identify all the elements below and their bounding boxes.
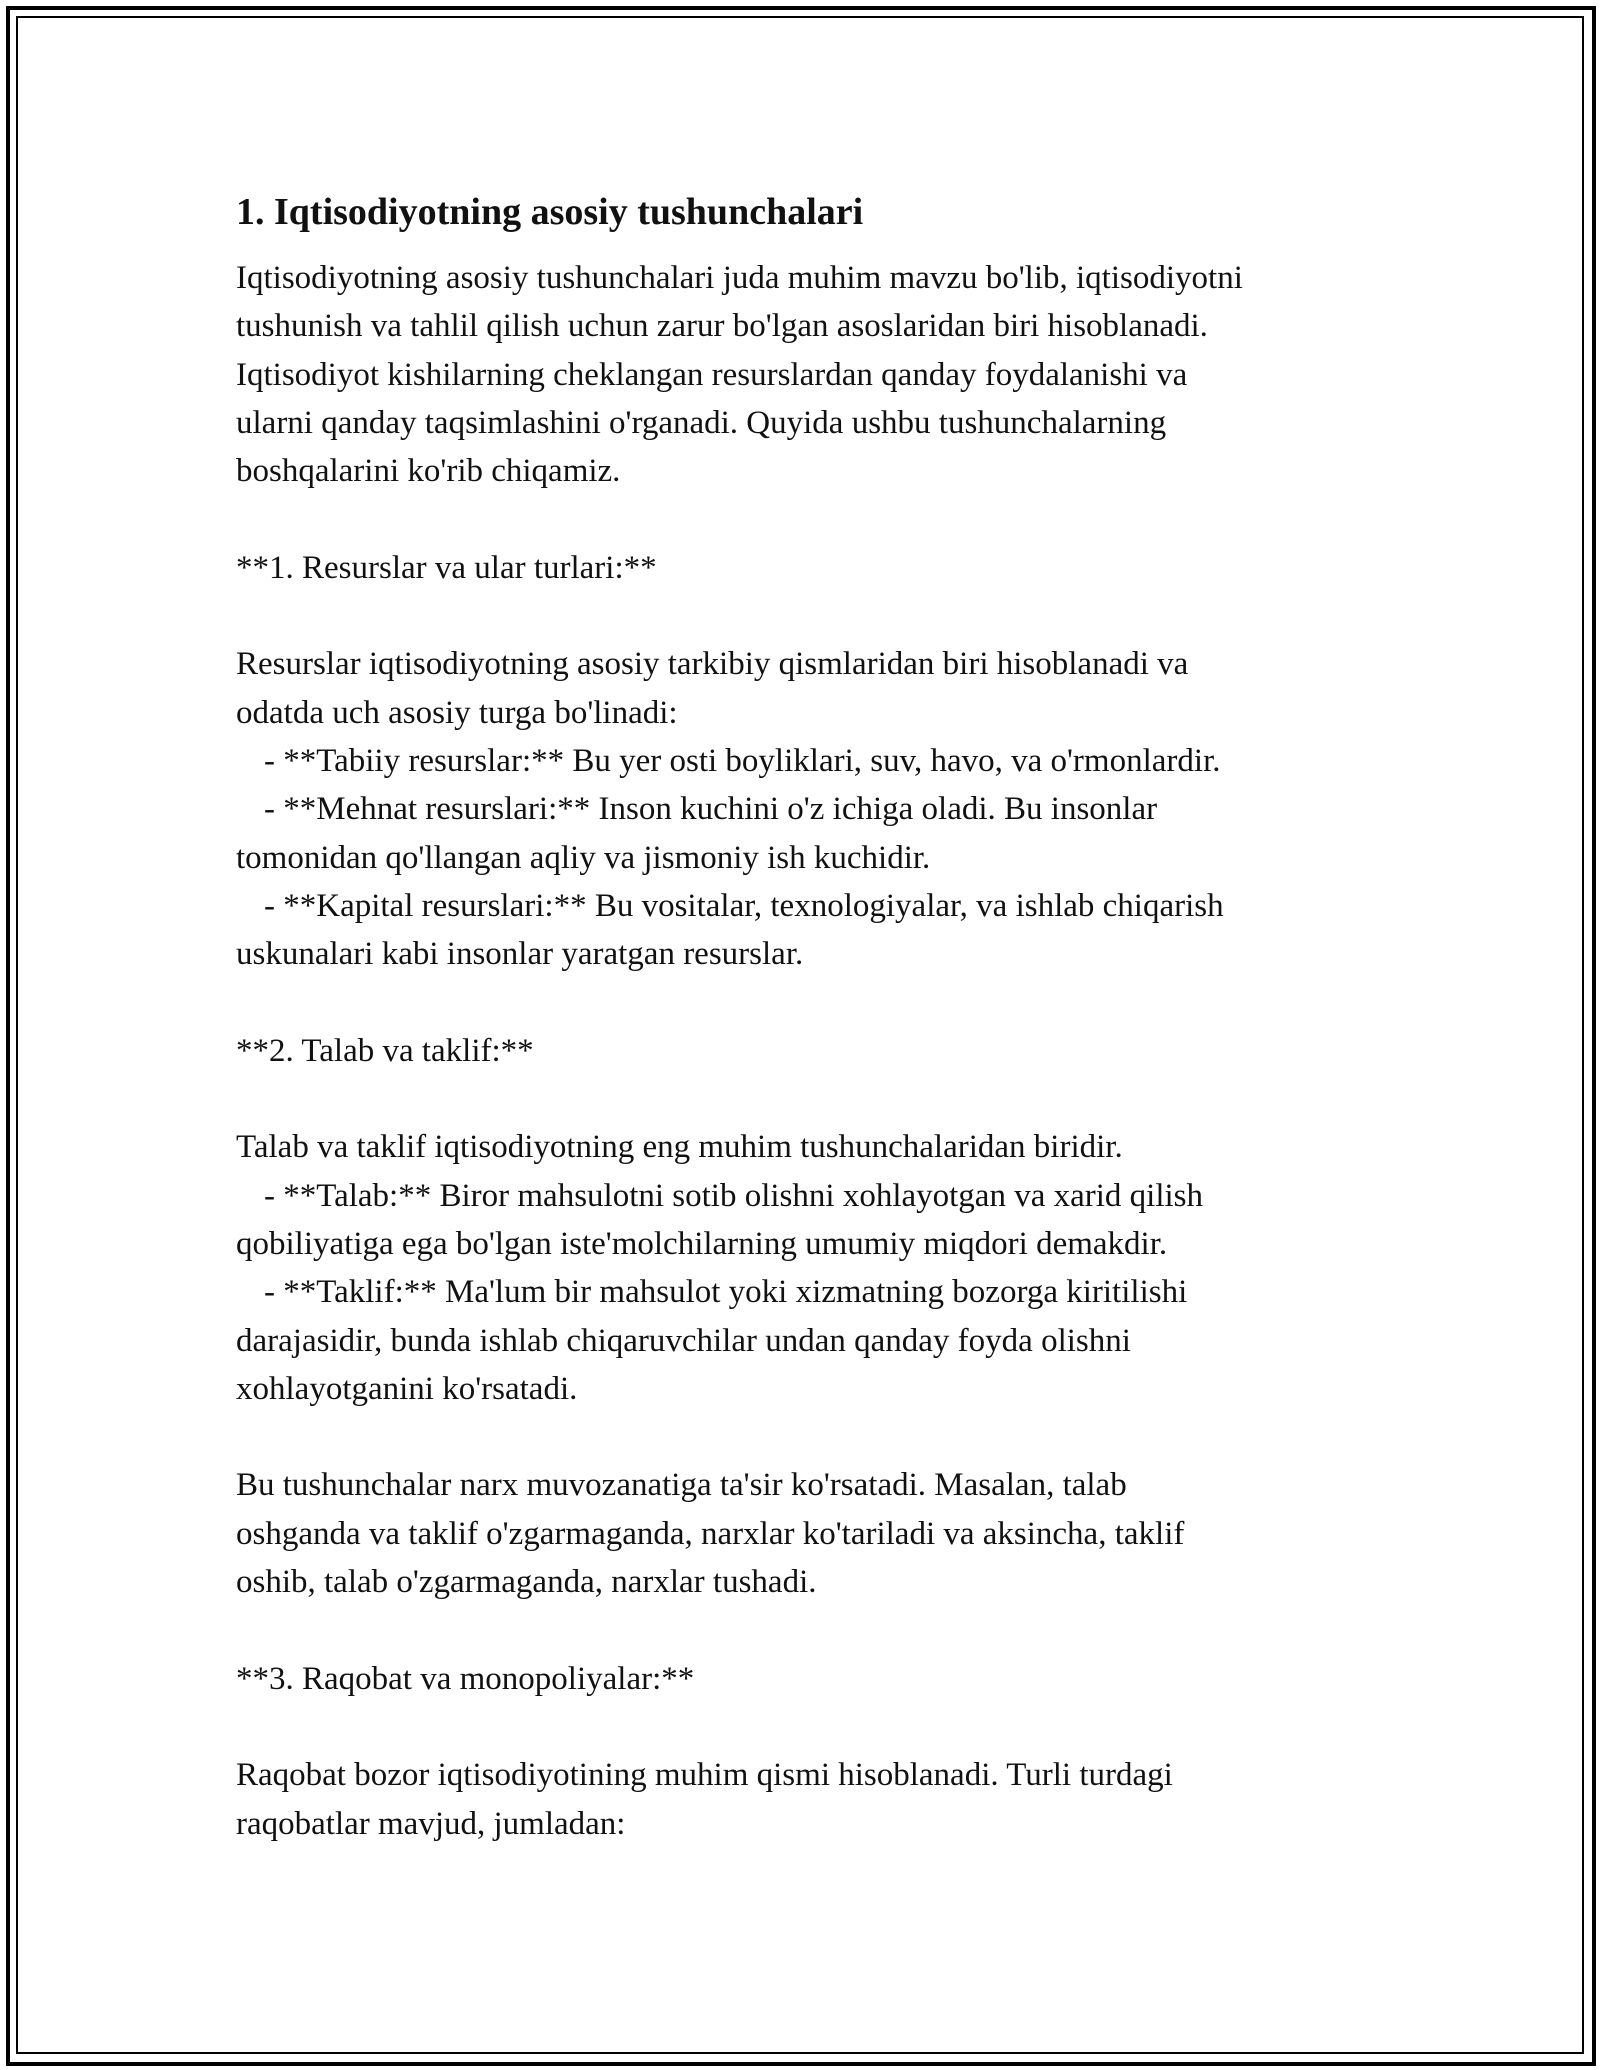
body-line: darajasidir, bunda ishlab chiqaruvchilar undan qanday foyda olishni [236, 1322, 1131, 1359]
list-item: - **Kapital resurslari:** Bu vositalar, texnologiyalar, va ishlab chiqarish [264, 887, 1224, 924]
spacer [236, 1703, 1366, 1751]
body-line: xohlayotganini ko'rsatadi. [236, 1370, 578, 1407]
body-line: tomonidan qo'llangan aqliy va jismoniy ish kuchidir. [236, 839, 931, 876]
list-item: - **Taklif:** Ma'lum bir mahsulot yoki xizmatning bozorga kiritilishi [264, 1274, 1188, 1311]
body-line: uskunalari kabi insonlar yaratgan resurslar. [236, 936, 804, 973]
intro-line: Iqtisodiyotning asosiy tushunchalari juda muhim mavzu bo'lib, iqtisodiyotni [236, 260, 1243, 296]
body-line: oshganda va taklif o'zgarmaganda, narxlar ko'tariladi va aksincha, taklif [236, 1515, 1185, 1552]
section-title: **3. Raqobat va monopoliyalar:** [236, 1660, 695, 1697]
body-line: Raqobat bozor iqtisodiyotining muhim qismi hisoblanadi. Turli turdagi [236, 1757, 1173, 1794]
body-line: Talab va taklif iqtisodiyotning eng muhim tushunchalaridan biridir. [236, 1129, 1123, 1166]
spacer [236, 978, 1366, 1026]
spacer [236, 1413, 1366, 1461]
intro-line: boshqalarini ko'rib chiqamiz. [236, 453, 621, 490]
section-title: **1. Resurslar va ular turlari:** [236, 549, 657, 586]
document-heading: 1. Iqtisodiyotning asosiy tushunchalari [236, 191, 864, 233]
body-line: odatda uch asosiy turga bo'linadi: [236, 694, 678, 731]
body-line: Resurslar iqtisodiyotning asosiy tarkibiy qismlaridan biri hisoblanadi va [236, 646, 1189, 683]
list-item: - **Tabiiy resurslar:** Bu yer osti boyliklari, suv, havo, va o'rmonlardir. [264, 742, 1221, 779]
document-body [236, 188, 1366, 1848]
body-line: qobiliyatiga ega bo'lgan iste'molchilarning umumiy miqdori demakdir. [236, 1225, 1168, 1262]
intro-line: Iqtisodiyot kishilarning cheklangan resurslardan qanday foydalanishi va [236, 356, 1188, 393]
list-item: - **Mehnat resurslari:** Inson kuchini o'z ichiga oladi. Bu insonlar [264, 791, 1158, 828]
section-title: **2. Talab va taklif:** [236, 1032, 534, 1069]
body-line: raqobatlar mavjud, jumladan: [236, 1805, 626, 1842]
body-line: Bu tushunchalar narx muvozanatiga ta'sir ko'rsatadi. Masalan, talab [236, 1467, 1127, 1504]
intro-line: tushunish va tahlil qilish uchun zarur bo'lgan asoslaridan biri hisoblanadi. [236, 308, 1208, 345]
spacer [236, 1075, 1366, 1123]
list-item: - **Talab:** Biror mahsulotni sotib olishni xohlayotgan va xarid qilish [264, 1177, 1204, 1214]
spacer [236, 592, 1366, 640]
spacer [236, 495, 1366, 543]
spacer [236, 1606, 1366, 1654]
intro-line: ularni qanday taqsimlashini o'rganadi. Quyida ushbu tushunchalarning [236, 404, 1167, 441]
body-line: oshib, talab o'zgarmaganda, narxlar tushadi. [236, 1564, 817, 1601]
